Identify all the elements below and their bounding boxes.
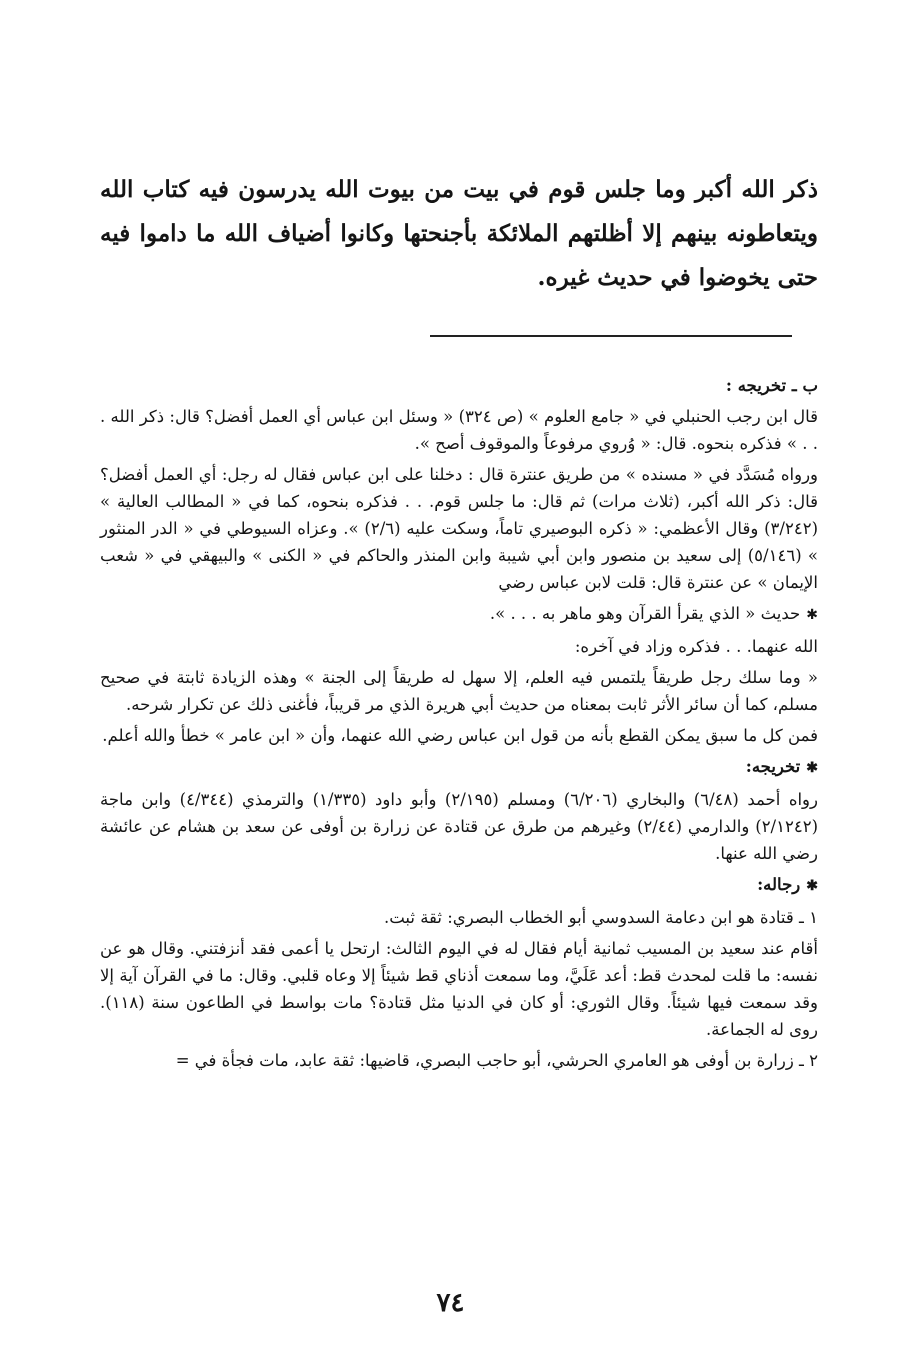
notes-paragraph-4: « وما سلك رجل طريقاً يلتمس فيه العلم، إلا سهل له طريقاً إلى الجنة » وهذه الزيادة ثابتة في صحيح مسلم، كما أن سائر الأثر ثابت بمعناه من حديث أبي هريرة الذي مر قريباً، فأغنى ذلك عن تكرار شرحه. xyxy=(100,668,818,714)
footnote-divider xyxy=(430,335,792,337)
notes-paragraph-6: رواه أحمد (٦/٤٨) والبخاري (٦/٢٠٦) ومسلم (٢/١٩٥) وأبو داود (١/٣٣٥) والترمذي (٤/٣٤٤) وابن ماجة (٢/١٢٤٢) والدارمي (٢/٤٤) وغيرهم من طرق عن قتادة عن زرارة بن أوفى عن سعد بن هشام عن عائشة رضي الله عنها. xyxy=(100,790,818,863)
rijal-heading: رجاله: xyxy=(757,875,801,894)
notes-paragraph-7: ١ ـ قتادة هو ابن دعامة السدوسي أبو الخطاب البصري: ثقة ثبت. xyxy=(383,908,818,927)
notes-paragraph-2: ورواه مُسَدَّد في « مسنده » من طريق عنترة قال : دخلنا على ابن عباس فقال له رجل: أي العمل أفضل؟ قال: ذكر الله أكبر، (ثلاث مرات) ثم قال: ما جلس قوم. . . فذكره بنحوه، كما في « المطالب العالية » (٣/٢٤٢) وقال الأعظمي: « ذكره البوصيري تاماً، وسكت عليه (٢/٦) ». وعزاه السيوطي في « الدر المنثور » (٥/١٤٦) إلى سعيد بن منصور وابن أبي شيبة وابن المنذر والحاكم في « الكنى » والبيهقي في « شعب الإيمان » عن عنترة قال: قلت لابن عباس رضي xyxy=(100,465,819,592)
hadith-heading: حديث « الذي يقرأ القرآن وهو ماهر به . . . ». xyxy=(489,604,801,623)
notes-paragraph-9: ٢ ـ زرارة بن أوفى هو العامري الحرشي، أبو حاجب البصري، قاضيها: ثقة عابد، مات فجأة في = xyxy=(175,1051,818,1070)
takhrij-heading-line xyxy=(100,753,818,782)
takhrij-heading: تخريجه: xyxy=(745,757,801,776)
bullet-icon: ✱ xyxy=(806,607,818,623)
rijal-heading-line xyxy=(100,871,818,900)
notes-paragraph-5: فمن كل ما سبق يمكن القطع بأنه من قول ابن عباس رضي الله عنهما، وأن « ابن عامر » خطأ والله أعلم. xyxy=(102,726,818,745)
notes-paragraph-3: الله عنهما. . . فذكره وزاد في آخره: xyxy=(574,637,818,656)
notes-paragraph-1: قال ابن رجب الحنبلي في « جامع العلوم » (ص ٣٢٤) « وسئل ابن عباس أي العمل أفضل؟ قال: ذكر الله . . . » فذكره بنحوه. قال: « وُروي مرفوعاً والموقوف أصح ». xyxy=(100,407,818,453)
page-number: ٧٤ xyxy=(436,1288,465,1318)
takhrij-b-heading: ب ـ تخريجه : xyxy=(725,376,818,395)
main-paragraph: ذكر الله أكبر وما جلس قوم في بيت من بيوت الله يدرسون فيه كتاب الله ويتعاطونه بينهم إلا أظلتهم الملائكة بأجنحتها وكانوا أضياف الله ما داموا فيه حتى يخوضوا في حديث غيره. xyxy=(100,176,818,291)
notes-block xyxy=(100,372,818,1078)
hadith-heading-line xyxy=(100,600,818,629)
bullet-icon: ✱ xyxy=(806,878,818,894)
notes-paragraph-8: أقام عند سعيد بن المسيب ثمانية أيام فقال له في اليوم الثالث: ارتحل يا أعمى فقد أنزفتني. وقال هو عن نفسه: ما قلت لمحدث قط: أعد عَلَيَّ، وما سمعت أذناي قط شيئاً إلا وعاه قلبي. وقال: ما في القرآن آية إلا وقد سمعت فيها شيئاً. وقال الثوري: أو كان في الدنيا مثل قتادة؟ مات بواسط في الطاعون سنة (١١٨). روى له الجماعة. xyxy=(100,939,818,1039)
main-text-block xyxy=(100,168,818,300)
bullet-icon: ✱ xyxy=(806,760,818,776)
